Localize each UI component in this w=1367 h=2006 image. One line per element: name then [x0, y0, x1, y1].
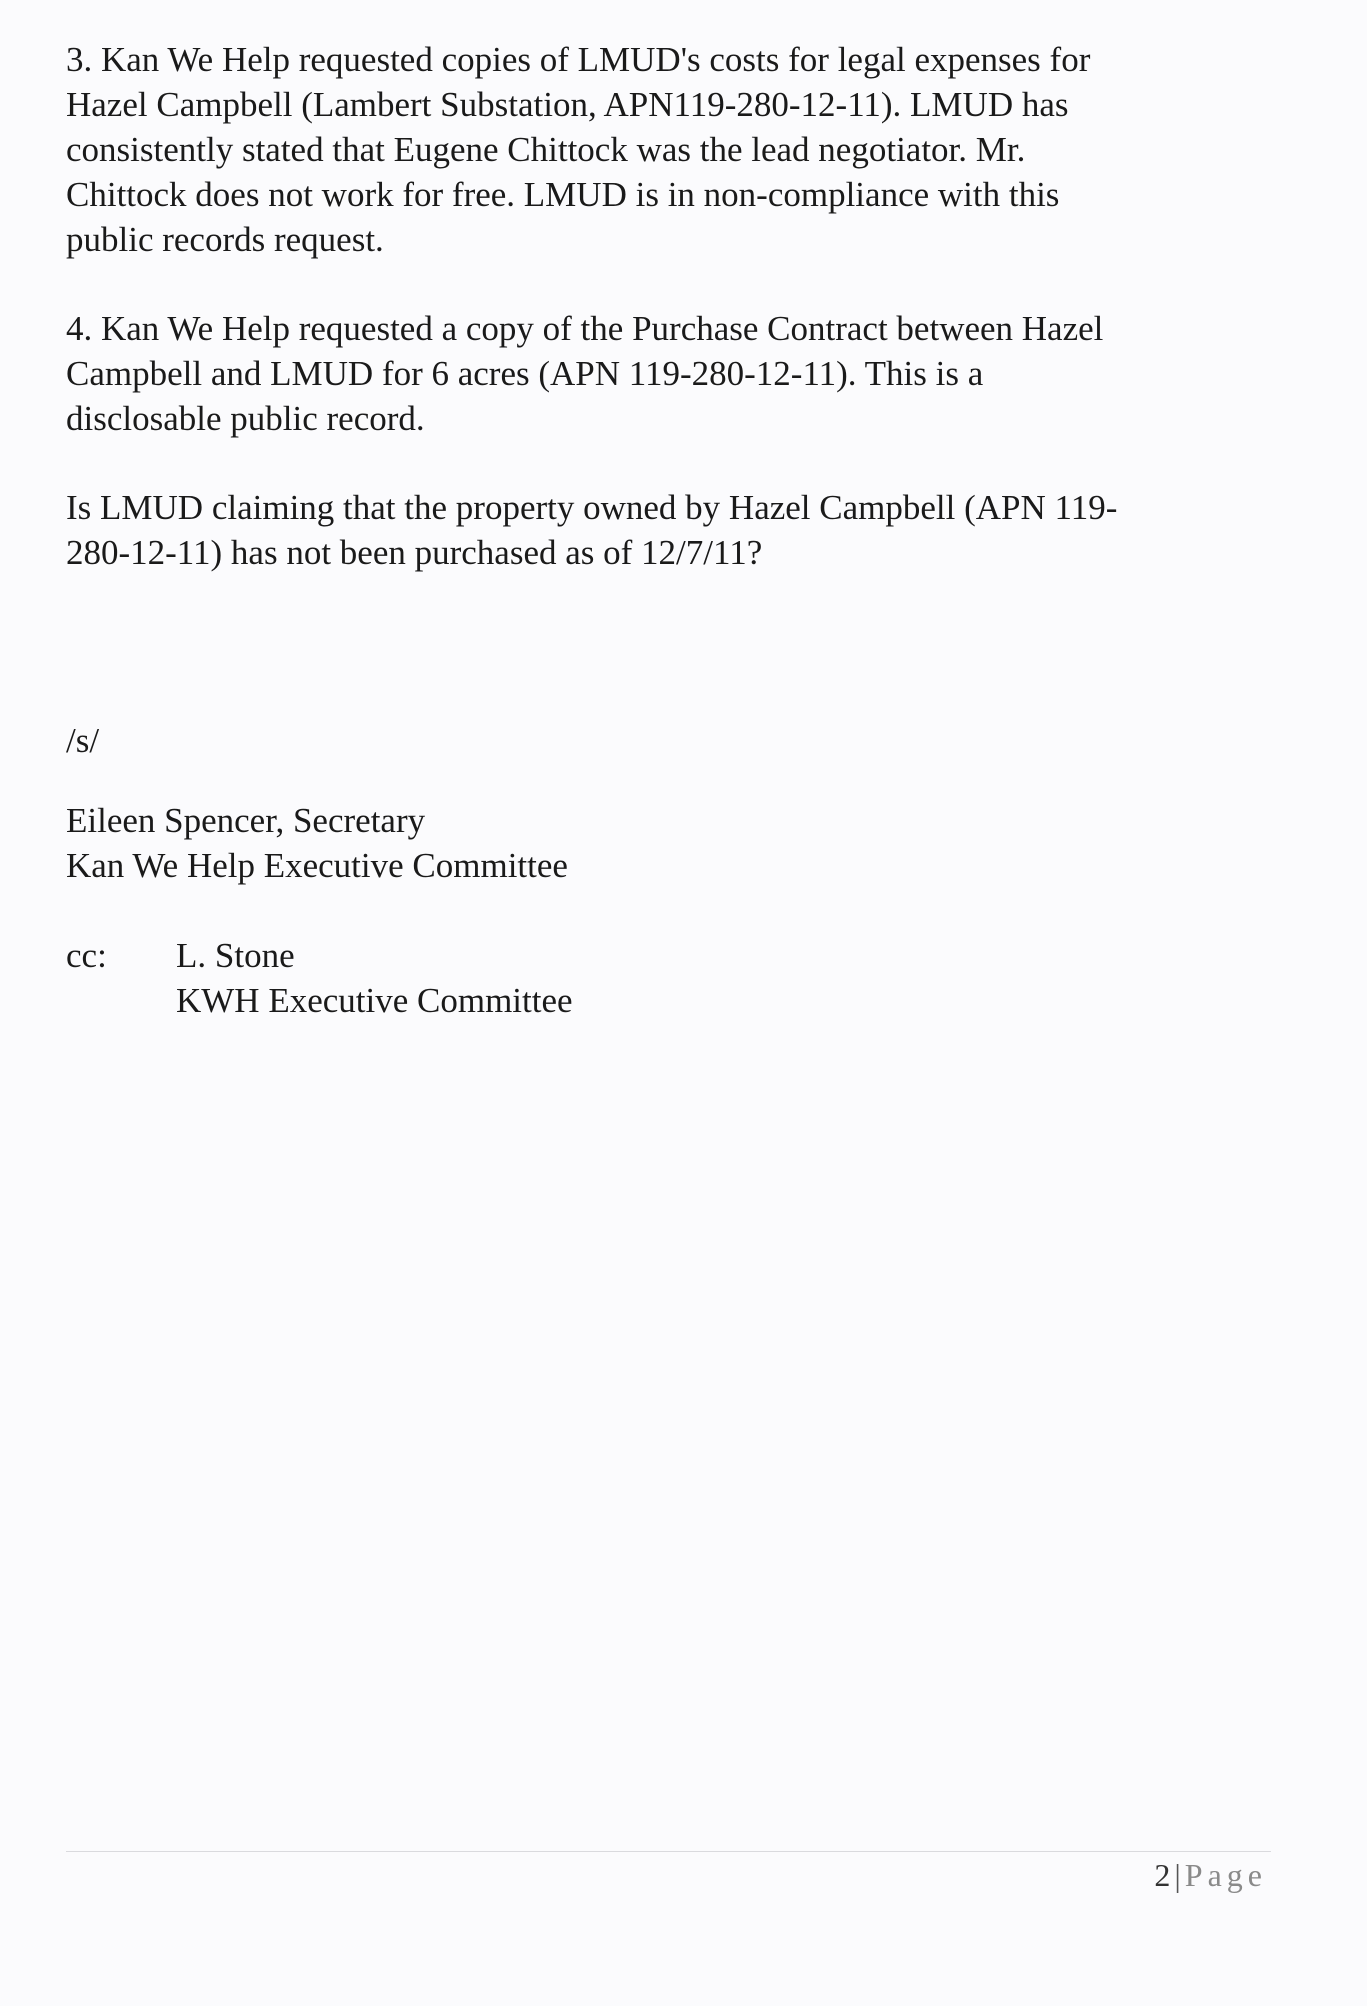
paragraph-line: 280-12-11) has not been purchased as of 12/7/11? [66, 533, 763, 572]
paragraph-line: Campbell and LMUD for 6 acres (APN 119-280-12-11). This is a [66, 354, 984, 393]
cc-recipient: L. Stone [176, 936, 295, 975]
paragraph-line: Is LMUD claiming that the property owned by Hazel Campbell (APN 119- [66, 488, 1118, 527]
cc-label: cc: [66, 936, 107, 975]
paragraph-line: Chittock does not work for free. LMUD is in non-compliance with this [66, 175, 1060, 214]
paragraph-line: 4. Kan We Help requested a copy of the Purchase Contract between Hazel [66, 309, 1104, 348]
page-label: Page [1184, 1857, 1267, 1893]
page-footer [1154, 1855, 1267, 1895]
paragraph-line: disclosable public record. [66, 399, 425, 438]
signature-mark: /s/ [66, 721, 100, 760]
cc-recipient-list [176, 933, 573, 1023]
paragraph-line: consistently stated that Eugene Chittock was the lead negotiator. Mr. [66, 130, 1026, 169]
paragraph-item-4 [66, 306, 1266, 441]
footer-divider [66, 1851, 1271, 1852]
signer-organization: Kan We Help Executive Committee [66, 846, 568, 885]
paragraph-item-3 [66, 37, 1266, 262]
signer-name-title: Eileen Spencer, Secretary [66, 801, 426, 840]
cc-recipient: KWH Executive Committee [176, 981, 573, 1020]
paragraph-line: Hazel Campbell (Lambert Substation, APN119-280-12-11). LMUD has [66, 85, 1069, 124]
paragraph-question [66, 485, 1266, 575]
page-separator: | [1174, 1857, 1181, 1893]
paragraph-line: 3. Kan We Help requested copies of LMUD's costs for legal expenses for [66, 40, 1091, 79]
paragraph-line: public records request. [66, 220, 384, 259]
page-number: 2 [1154, 1857, 1171, 1893]
